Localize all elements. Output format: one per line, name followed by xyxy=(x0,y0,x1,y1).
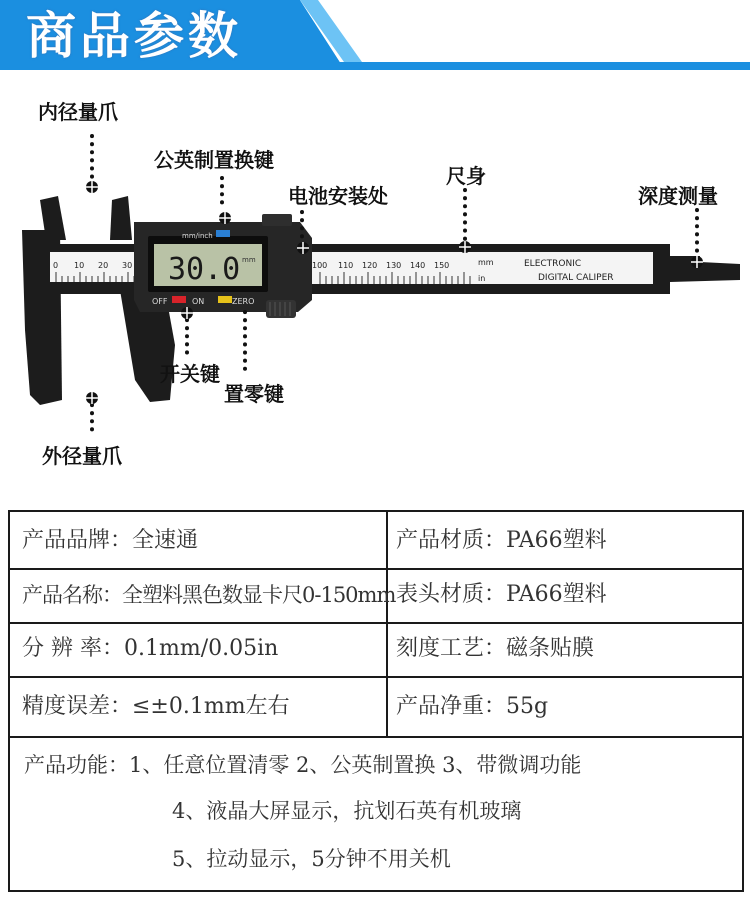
spec-features-line1: 产品功能：1、任意位置清零 2、公英制置换 3、带微调功能 xyxy=(24,753,582,777)
spec-accuracy: 精度误差：≤±0.1mm左右 xyxy=(22,694,290,719)
caliper-illustration xyxy=(0,90,750,470)
spec-table xyxy=(8,510,744,892)
scale-tick-label: 0 xyxy=(53,261,59,270)
column-divider xyxy=(386,512,388,736)
page-title: 商品参数 xyxy=(26,7,242,65)
off-label: OFF xyxy=(152,297,168,306)
row-divider xyxy=(10,622,742,624)
callout-battery: 电池安装处 xyxy=(288,184,388,208)
callout-outer-jaw: 外径量爪 xyxy=(42,444,122,468)
callout-power: 开关键 xyxy=(160,362,220,386)
callout-depth: 深度测量 xyxy=(638,184,718,208)
scale-tick-label: 120 xyxy=(362,261,378,270)
header-banner xyxy=(0,0,750,78)
spec-material: 产品材质：PA66塑料 xyxy=(396,528,607,553)
spec-features-line3: 5、拉动显示，5分钟不用关机 xyxy=(172,847,451,871)
on-label: ON xyxy=(192,297,205,306)
scale-unit-in: in xyxy=(478,274,486,283)
lcd-reading: 30.0 xyxy=(168,252,241,287)
brand-line1: ELECTRONIC xyxy=(524,259,582,269)
spec-head-material: 表头材质：PA66塑料 xyxy=(396,582,607,607)
row-divider xyxy=(10,568,742,570)
callout-inner-jaw: 内径量爪 xyxy=(38,100,118,124)
battery-cover xyxy=(262,214,292,226)
scale-unit-mm: mm xyxy=(478,258,494,267)
sliding-jaw-upper xyxy=(110,196,132,240)
row-divider xyxy=(10,676,742,678)
scale-tick-label: 150 xyxy=(434,261,450,270)
callout-beam: 尺身 xyxy=(446,164,486,188)
zero-button xyxy=(218,296,232,303)
lcd-unit: mm xyxy=(242,256,256,264)
unit-toggle-button xyxy=(216,230,230,237)
scale-tick-label: 140 xyxy=(410,261,426,270)
scale-tick-label: 30 xyxy=(122,261,133,270)
depth-rod xyxy=(670,256,740,282)
callout-zero: 置零键 xyxy=(224,382,284,406)
scale-tick-label: 100 xyxy=(312,261,328,270)
scale-tick-label: 130 xyxy=(386,261,402,270)
scale-tick-label: 10 xyxy=(74,261,85,270)
scale-tick-label: 20 xyxy=(98,261,109,270)
brand-line2: DIGITAL CALIPER xyxy=(538,273,614,283)
spec-features-line2: 4、液晶大屏显示，抗划石英有机玻璃 xyxy=(172,799,522,823)
zero-label: ZERO xyxy=(232,297,255,306)
callout-metric-switch: 公英制置换键 xyxy=(154,148,274,172)
scale-tick-label: 110 xyxy=(338,261,354,270)
spec-scale-process: 刻度工艺：磁条贴膜 xyxy=(396,636,595,661)
row-divider xyxy=(10,736,742,738)
power-button xyxy=(172,296,186,303)
unit-toggle-label: mm/inch xyxy=(182,232,213,240)
spec-weight: 产品净重：55g xyxy=(396,694,549,719)
spec-brand: 产品品牌：全速通 xyxy=(22,528,199,553)
spec-name: 产品名称：全塑料黑色数显卡尺0-150mm xyxy=(22,583,396,607)
spec-resolution: 分 辨 率：0.1mm/0.05in xyxy=(22,636,279,661)
